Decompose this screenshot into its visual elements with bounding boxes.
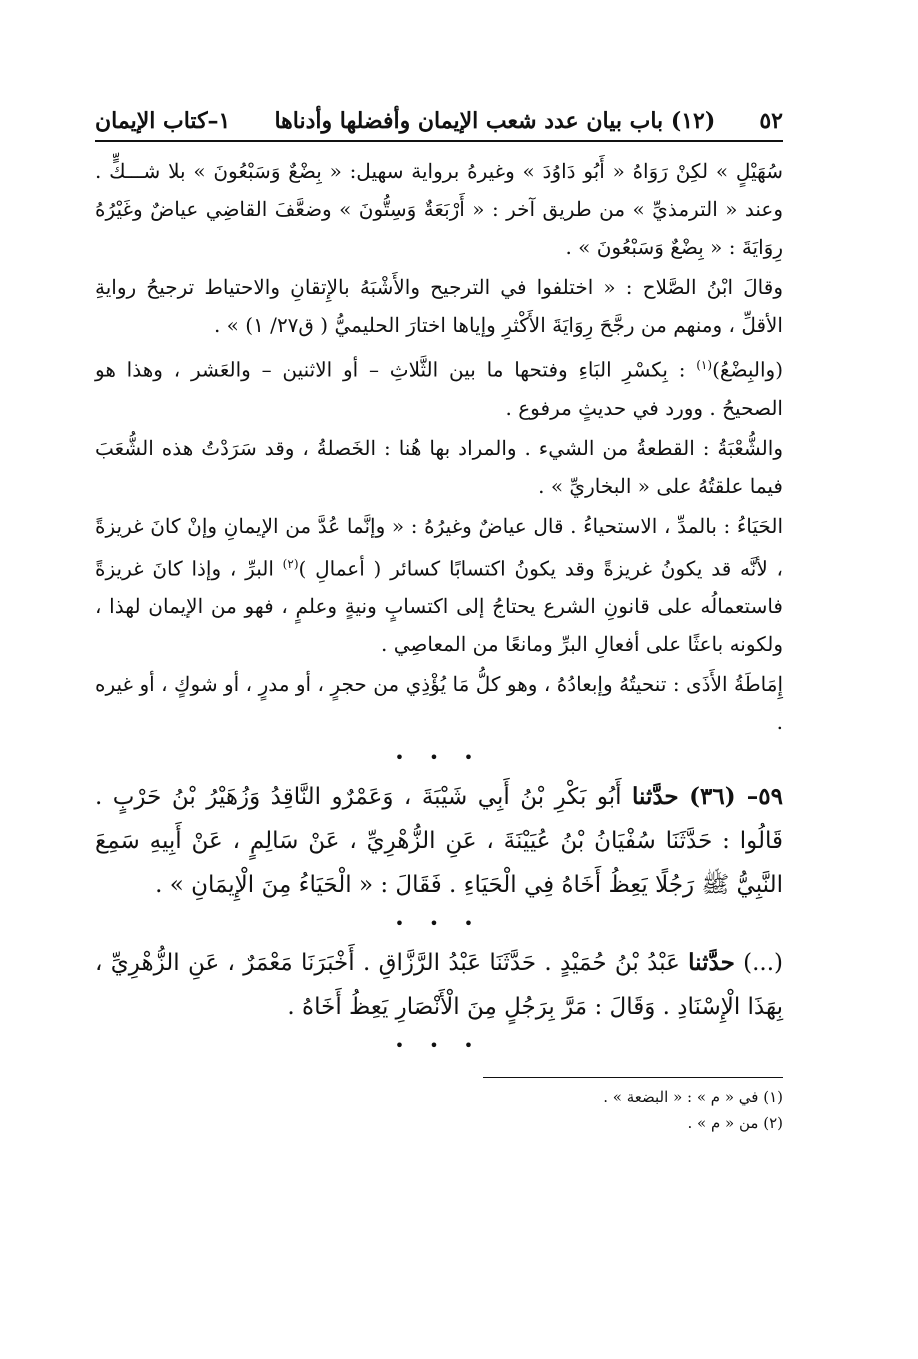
commentary-paragraph: سُهَيْلٍ » لكِنْ رَوَاهُ « أَبُو دَاوُدَ » وغيرهُ برواية سهيل: « بِضْعٌ وَسَبْعُونَ » بلا شـــكٍّ . وعند « الترمذيِّ » من طريق آخر : « أَرْبَعَةٌ وَسِتُّونَ » وضعَّفَ القاضِي عياضٌ وغَيْرُهُ رِوَايَةَ : « بِضْعٌ وَسَبْعُونَ » . <box>95 159 783 259</box>
hadith-number: ٥٩– (٣٦) <box>689 783 784 811</box>
running-header <box>95 108 783 142</box>
commentary-paragraph: وقالَ ابْنُ الصَّلاح : « اختلفوا في الترجيح والأَشْبَهُ بالإِتقانِ والاحتياط ترجيحُ روايةِ الأقلِّ ، ومنهم من رجَّحَ رِوَايَةَ الأَكْثرِ وإياها اختارَ الحليميُّ ( ق٢٧/ ١) » . <box>95 275 783 337</box>
commentary-section <box>95 152 783 741</box>
footnote: (١) في « م » : « البضعة » . <box>603 1088 783 1107</box>
bidh-definition: : بِكسْرِ البَاءِ وفتحها ما بين الثَّلاثِ – أو الاثنين – والعَشر ، وهذا هو الصحيحُ . وورد في حديثٍ مرفوع . <box>95 357 783 420</box>
hadith-number: (...) <box>743 950 784 977</box>
hadith-intro: حدَّثنا <box>688 949 735 977</box>
chapter-title: (١٢) باب بيان عدد شعب الإيمان وأفضلها وأدناها <box>274 108 716 134</box>
hadith-text: أَبُو بَكْرِ بْنُ أَبِي شَيْبَةَ ، وَعَمْرٌو النَّاقِدُ وَزُهَيْرُ بْنُ حَرْبٍ . قَالُوا : حَدَّثَنَا سُفْيَانُ بْنُ عُيَيْنَةَ ، عَنِ الزُّهْرِيِّ ، عَنْ سَالِمٍ ، عَنْ أَبِيهِ سَمِعَ النَّبِيُّ ﷺ رَجُلًا يَعِظُ أَخَاهُ فِي الْحَيَاءِ . فَقَالَ : « الْحَيَاءُ مِنَ الْإِيمَانِ » . <box>95 784 783 899</box>
hadith-intro: حدَّثنا <box>632 783 679 811</box>
page <box>95 108 783 1136</box>
commentary-paragraph <box>95 507 783 664</box>
section-separator: • • • <box>394 914 484 934</box>
footnote-marker: (١) <box>696 358 713 372</box>
footnote-divider <box>483 1077 783 1078</box>
hadith-text: عَبْدُ بْنُ حُمَيْدٍ . حَدَّثَنَا عَبْدُ الرَّزَّاقِ . أَخْبَرَنَا مَعْمَرٌ ، عَنِ الزُّهْرِيِّ ، بِهَذَا الْإِسْنَادِ . وَقَالَ : مَرَّ بِرَجُلٍ مِنَ الْأَنْصَارِ يَعِظُ أَخَاهُ . <box>95 950 783 1021</box>
section-separator: • • • <box>394 1036 484 1056</box>
page-number: ٥٢ <box>759 108 783 134</box>
book-title: ١–كتاب الإيمان <box>95 108 231 134</box>
commentary-paragraph: إِمَاطَةُ الأَذَى : تنحيتُهُ وإبعادُهُ ، وهو كلُّ مَا يُؤْذِي من حجرٍ ، أو مدرٍ ، أو شوكٍ ، أو غيره . <box>95 672 783 735</box>
footnote-marker: (٢) <box>282 556 299 571</box>
commentary-paragraph: والشُّعْبَةُ : القطعةُ من الشيء . والمراد بها هُنا : الخَصلةُ ، وقد سَرَدْتُ هذه الشُّعَبَ فيما علقتُهُ على « البخاريِّ » . <box>95 435 783 498</box>
hadith-59 <box>95 775 783 907</box>
footnote: (٢) من « م » . <box>687 1114 783 1133</box>
hadith-continuation <box>95 941 783 1029</box>
section-separator: • • • <box>394 748 484 768</box>
bidh-term: (والبِضْعُ) <box>712 357 783 382</box>
haya-continuation: البرِّ ، وإذا كانَ غريزةً فاستعمالُه على قانونِ الشرع يحتاجُ إلى اكتسابٍ ونيةٍ وعلمٍ ، فهو من الإيمان لهذا ، ولكونه باعثًا على أفعالِ البرِّ ومانعًا من المعاصِي . <box>95 556 783 657</box>
haya-definition: الحَيَاءُ : بالمدِّ ، الاستحياءُ . قال عياضٌ وغيرُهُ : « وإنَّما عُدَّ من الإيمانِ وإنْ كانَ غريزةً ، لأنَّه قد يكونُ غريزةً وقد يكونُ اكتسابًا كسائر ( أعمالِ ) <box>95 513 783 581</box>
footnotes <box>95 1084 783 1136</box>
commentary-paragraph <box>95 346 783 427</box>
